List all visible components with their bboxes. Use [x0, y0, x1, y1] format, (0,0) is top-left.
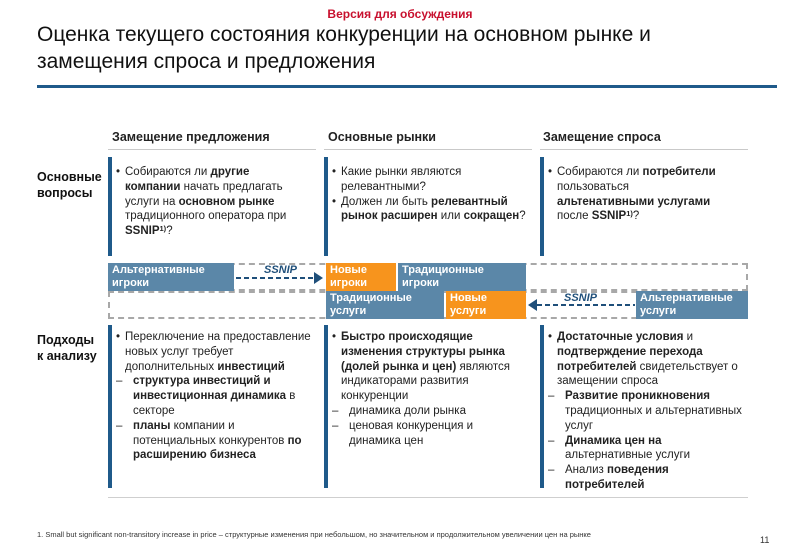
- row-label-line: Основные: [37, 170, 102, 184]
- sub-list-item: – Развитие проникновения традиционных и альтернативных услуг: [548, 389, 743, 433]
- column-header-demand: Замещение спроса: [543, 130, 661, 144]
- question-supply: [116, 165, 306, 239]
- footnote: 1. Small but significant non-transitory increase in price – структурные изменения при небольшом, но значительном и продолжительном увеличении цен на рынке: [37, 530, 591, 539]
- ssnip-label: SSNIP: [564, 292, 598, 304]
- bottom-divider: [108, 497, 748, 498]
- page-title: [37, 21, 777, 75]
- version-label: Версия для обсуждения: [327, 7, 473, 21]
- new-players-box: Новые игроки: [326, 263, 396, 291]
- row-marker-bar: [540, 325, 544, 488]
- alt-players-box: Альтернативные игроки: [108, 263, 234, 291]
- title-divider: [37, 85, 777, 88]
- new-services-box: Новые услуги: [446, 291, 526, 319]
- list-item: • Собираются ли потребители пользоваться альтенативными услугами после SSNIP$^{1)}$?: [548, 165, 728, 224]
- list-item: • Достаточные условия и подтверждение перехода потребителей свидетельствует о замещении спроса: [548, 330, 743, 389]
- sub-list-item: – Анализ поведения потребителей: [548, 463, 743, 493]
- trad-players-box: Традиционные игроки: [398, 263, 526, 291]
- row-marker-bar: [108, 325, 112, 488]
- sub-list-item: – динамика доли рынка: [332, 404, 527, 419]
- sub-list-item: – ценовая конкуренция и динамика цен: [332, 419, 527, 449]
- row-label-questions: [37, 169, 102, 201]
- row-label-line: вопросы: [37, 186, 93, 200]
- sub-list-item: – Динамика цен на альтернативные услуги: [548, 434, 743, 464]
- row-label-approach: [37, 332, 97, 364]
- list-item: • Какие рынки являются релевантными?: [332, 165, 527, 195]
- sub-list-item: – структура инвестиций и инвестиционная динамика в секторе: [116, 374, 316, 418]
- title-line-2: замещения спроса и предложения: [37, 50, 376, 73]
- column-divider: [540, 149, 748, 150]
- title-line-1: Оценка текущего состояния конкуренции на основном рынке и: [37, 23, 651, 46]
- list-item: • Переключение на предоставление новых услуг требует дополнительных инвестиций: [116, 330, 316, 374]
- trad-services-box: Традиционные услуги: [326, 291, 444, 319]
- question-demand: [548, 165, 728, 224]
- row-marker-bar: [540, 157, 544, 256]
- row-label-line: Подходы: [37, 333, 95, 347]
- sub-list-item: – планы компании и потенциальных конкурентов по расширению бизнеса: [116, 419, 316, 463]
- list-item: • Должен ли быть релевантный рынок расширен или сокращен?: [332, 195, 527, 225]
- row-label-line: к анализу: [37, 349, 97, 363]
- column-header-supply: Замещение предложения: [112, 130, 270, 144]
- alt-services-box: Альтернативные услуги: [636, 291, 748, 319]
- approach-main: [332, 330, 527, 448]
- approach-demand: [548, 330, 743, 493]
- column-divider: [324, 149, 532, 150]
- question-main: [332, 165, 527, 224]
- column-divider: [108, 149, 316, 150]
- row-marker-bar: [108, 157, 112, 256]
- row-marker-bar: [324, 157, 328, 256]
- ssnip-label: SSNIP: [264, 264, 298, 276]
- list-item: • Собираются ли другие компании начать предлагать услуги на основном рынке традиционного оператора при SSNIP$^{1)}$?: [116, 165, 306, 239]
- row-marker-bar: [324, 325, 328, 488]
- approach-supply: [116, 330, 316, 463]
- list-item: • Быстро происходящие изменения структуры рынка (долей рынка и цен) являются индикаторами развития конкуренции: [332, 330, 527, 404]
- page-number: 11: [760, 535, 770, 545]
- column-header-main: Основные рынки: [328, 130, 436, 144]
